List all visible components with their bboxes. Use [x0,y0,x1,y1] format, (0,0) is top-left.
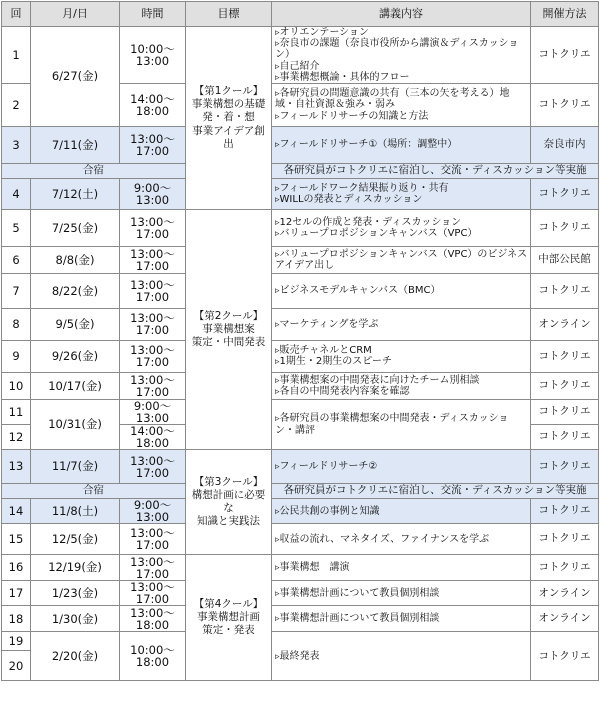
session-venue: コトクリエ [531,450,599,484]
content-item: ▹ 各研究員の問題意識の共有（三本の矢を考える）地域・自社資源＆強み・弱み [275,88,528,110]
session-content [272,246,531,273]
session-number: 14 [2,499,31,524]
session-time: 9:00～13:00 [120,178,186,209]
session-venue: コトクリエ [531,340,599,372]
camp-row [2,163,599,178]
content-item: ▹ 事業構想概論・具体的フロー [275,72,528,83]
session-time: 14:00～18:00 [120,83,186,126]
session-number: 16 [2,555,31,581]
table-row [2,581,599,606]
content-item: ▹ 自己紹介 [275,61,528,72]
table-row [2,340,599,372]
session-date: 1/23(金) [31,581,120,606]
session-date: 1/30(金) [31,606,120,632]
content-item: ▹ 事業構想計画について教員個別相談 [275,613,528,624]
session-content [272,178,531,209]
content-item: ▹ バリュープロポジションキャンバス（VPC） [275,228,528,239]
content-item: ▹ 各研究員の事業構想案の中間発表・ディスカッション・講評 [275,413,528,435]
content-item: ▹ フィールドリサーチ② [275,461,528,472]
table-row [2,27,599,84]
session-date: 10/31(金) [31,399,120,449]
session-number: 2 [2,83,31,126]
session-date: 12/19(金) [31,555,120,581]
camp-text: 各研究員がコトクリエに宿泊し、交流・ディスカッション等実施 [272,484,599,499]
session-number: 12 [2,425,31,450]
content-item: ▹ 公民共創の事例と知識 [275,506,528,517]
content-item: ▹ フィールドリサーチの知識と方法 [275,111,528,122]
goal-text: 策定・中間発表 [191,336,266,349]
session-venue: コトクリエ [531,27,599,84]
schedule-table [1,1,599,681]
table-row [2,399,599,424]
table-row [2,450,599,484]
session-number: 17 [2,581,31,606]
session-time: 13:00～17:00 [120,126,186,163]
content-item: ▹ オリエンテーション [275,27,528,38]
table-row [2,372,599,399]
session-number: 1 [2,27,31,84]
session-time: 13:00～17:00 [120,308,186,340]
goal-text: 策定・発表 [202,624,255,637]
table-row [2,273,599,308]
session-date: 8/8(金) [31,246,120,273]
session-venue: コトクリエ [531,372,599,399]
session-date: 7/11(金) [31,126,120,163]
session-date: 9/26(金) [31,340,120,372]
content-item: ▹ 12セルの作成と発表・ディスカッション [275,217,528,228]
session-venue: コトクリエ [531,399,599,424]
content-item: ▹ 事業構想 講演 [275,562,528,573]
goal-text: 事業構想の基礎 [191,98,266,111]
session-number: 10 [2,372,31,399]
session-content [272,340,531,372]
session-venue: コトクリエ [531,273,599,308]
session-time: 13:00～17:00 [120,273,186,308]
session-content [272,308,531,340]
content-item: ▹ 販売チャネルとCRM [275,345,528,356]
session-date: 7/12(土) [31,178,120,209]
header-date: 月/日 [31,2,120,27]
camp-label: 合宿 [2,163,186,178]
table-row [2,178,599,209]
session-date: 11/7(金) [31,450,120,484]
session-content [272,555,531,581]
session-venue: コトクリエ [531,209,599,246]
session-number: 13 [2,450,31,484]
goal-cool-3 [186,450,272,555]
session-venue: 奈良市内 [531,126,599,163]
session-number: 15 [2,524,31,555]
session-venue: コトクリエ [531,499,599,524]
content-item: ▹ 各自の中間発表内容案を確認 [275,386,528,397]
goal-text: 事業構想計画 [197,611,260,624]
header-content: 講義内容 [272,2,531,27]
session-number: 8 [2,308,31,340]
session-number: 7 [2,273,31,308]
goal-text: 知識と実践法 [197,515,260,528]
content-item: ▹ 奈良市の課題（奈良市役所から講演＆ディスカッション） [275,38,528,60]
content-item: ▹ バリュープロポジションキャンバス（VPC）のビジネスアイデア出し [275,249,528,271]
content-item: ▹ フィールドリサーチ①（場所：調整中） [275,139,528,150]
goal-text: 構想計画に必要な [191,489,266,515]
session-venue: コトクリエ [531,555,599,581]
session-time: 13:00～17:00 [120,340,186,372]
session-content [272,372,531,399]
content-item: ▹ ビジネスモデルキャンバス（BMC） [275,285,528,296]
session-time: 13:00～17:00 [120,555,186,581]
session-content [272,524,531,555]
session-number: 19 [2,632,31,651]
table-row [2,555,599,581]
session-time: 10:00～13:00 [120,27,186,84]
session-content [272,399,531,449]
table-row [2,246,599,273]
session-venue: オンライン [531,606,599,632]
content-item: ▹ 最終発表 [275,651,528,662]
session-venue: オンライン [531,581,599,606]
session-date: 11/8(土) [31,499,120,524]
header-number: 回 [2,2,31,27]
session-time: 9:00～13:00 [120,399,186,424]
content-item: ▹ 事業構想案の中間発表に向けたチーム別相談 [275,375,528,386]
session-content [272,126,531,163]
session-content [272,209,531,246]
session-content [272,27,531,84]
content-item: ▹ 1期生・2期生のスピーチ [275,356,528,367]
camp-row [2,484,599,499]
session-content [272,581,531,606]
goal-text: 発・着・想 [202,111,255,124]
session-number: 6 [2,246,31,273]
session-venue: コトクリエ [531,524,599,555]
content-item: ▹ マーケティングを学ぶ [275,319,528,330]
session-content [272,450,531,484]
goal-text: 事業構想案 [202,323,255,335]
session-number: 4 [2,178,31,209]
table-row [2,308,599,340]
session-venue: オンライン [531,308,599,340]
goal-cool-2 [186,209,272,449]
session-time: 13:00～17:00 [120,450,186,484]
session-venue: コトクリエ [531,632,599,681]
session-number: 5 [2,209,31,246]
header-goal: 目標 [186,2,272,27]
camp-text: 各研究員がコトクリエに宿泊し、交流・ディスカッション等実施 [272,163,599,178]
table-row [2,524,599,555]
session-venue: 中部公民館 [531,246,599,273]
table-row [2,499,599,524]
goal-text: 事業アイデア創出 [192,124,265,150]
session-time: 13:00～17:00 [120,209,186,246]
content-item: ▹ 収益の流れ、マネタイズ、ファイナンスを学ぶ [275,534,528,545]
session-date: 8/22(金) [31,273,120,308]
content-item: ▹ フィールドワーク結果振り返り・共有 [275,183,528,194]
goal-text: 【第4クール】 [193,598,264,611]
session-date: 6/27(金) [31,27,120,127]
session-date: 10/17(金) [31,372,120,399]
table-row [2,126,599,163]
session-date: 12/5(金) [31,524,120,555]
session-content [272,499,531,524]
session-time: 10:00～18:00 [120,632,186,681]
session-time: 14:00～18:00 [120,425,186,450]
session-number: 11 [2,399,31,424]
session-number: 18 [2,606,31,632]
table-row [2,209,599,246]
session-time: 13:00～17:00 [120,581,186,606]
content-item: ▹ 事業構想計画について教員個別相談 [275,588,528,599]
session-number: 3 [2,126,31,163]
table-row [2,632,599,651]
goal-text: 【第1クール】 [193,85,264,98]
header-venue: 開催方法 [531,2,599,27]
header-time: 時間 [120,2,186,27]
goal-text: 【第2クール】 [193,309,264,322]
session-content [272,632,531,681]
session-number: 9 [2,340,31,372]
session-time: 9:00～13:00 [120,499,186,524]
goal-cool-4 [186,555,272,681]
table-row [2,606,599,632]
session-venue: コトクリエ [531,83,599,126]
session-time: 13:00～17:00 [120,372,186,399]
session-date: 9/5(金) [31,308,120,340]
content-item: ▹ WILLの発表とディスカッション [275,194,528,205]
session-content [272,83,531,126]
session-venue: コトクリエ [531,425,599,450]
session-time: 13:00～17:00 [120,524,186,555]
session-content [272,273,531,308]
session-content [272,606,531,632]
session-venue: コトクリエ [531,178,599,209]
session-time: 13:00～17:00 [120,246,186,273]
session-number: 20 [2,651,31,681]
header-row [2,2,599,27]
camp-label: 合宿 [2,484,186,499]
session-time: 13:00～18:00 [120,606,186,632]
session-date: 7/25(金) [31,209,120,246]
goal-text: 【第3クール】 [193,476,264,488]
goal-cool-1 [186,27,272,210]
session-date: 2/20(金) [31,632,120,681]
